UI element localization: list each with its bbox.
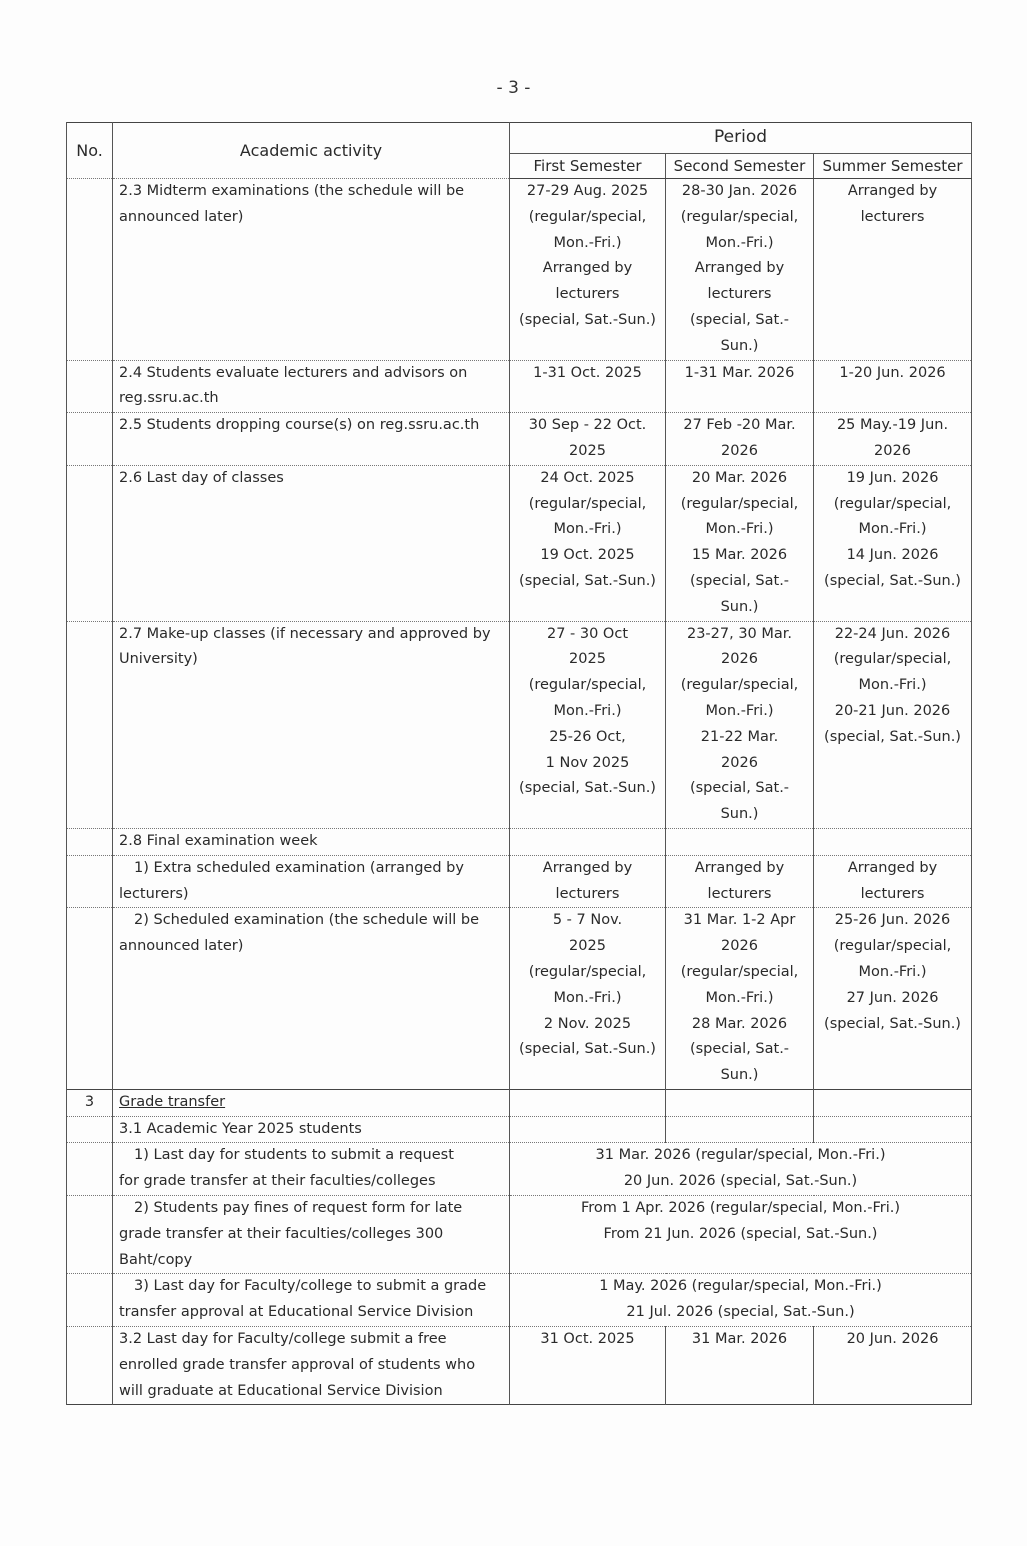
cell-line: (special, Sat.-Sun.) bbox=[519, 780, 656, 797]
activity-line: 2.8 Final examination week bbox=[119, 832, 318, 849]
table-row bbox=[67, 1327, 972, 1405]
cell-line: 1-20 Jun. 2026 bbox=[839, 364, 946, 381]
cell-second-semester bbox=[666, 1327, 814, 1405]
cell-line: Arranged by bbox=[694, 260, 785, 277]
cell-second-semester bbox=[666, 179, 814, 361]
cell-summer-semester bbox=[814, 908, 972, 1090]
cell-second-semester bbox=[666, 855, 814, 908]
cell-line: 21-22 Mar. bbox=[700, 728, 779, 745]
cell-line: (regular/special, bbox=[833, 495, 952, 512]
cell-line: 27 Jun. 2026 bbox=[846, 989, 939, 1006]
cell-line: Mon.-Fri.) bbox=[553, 989, 622, 1006]
cell-line: 20 Mar. 2026 bbox=[691, 469, 788, 486]
cell-activity bbox=[113, 360, 510, 413]
cell-line: 2026 bbox=[721, 442, 758, 459]
cell-line: 28-30 Jan. 2026 bbox=[681, 183, 798, 199]
cell-line: (special, Sat.-Sun.) bbox=[519, 572, 656, 589]
activity-line: 2.7 Make-up classes (if necessary and approved by bbox=[119, 625, 491, 642]
header-academic-activity: Academic activity bbox=[113, 123, 510, 179]
activity-line: 1) Last day for students to submit a request bbox=[134, 1147, 454, 1164]
cell-line: 2026 bbox=[874, 442, 911, 459]
cell-line: 19 Jun. 2026 bbox=[846, 469, 939, 486]
cell-line: (regular/special, bbox=[528, 677, 647, 694]
table-row bbox=[67, 621, 972, 828]
cell-line: 14 Jun. 2026 bbox=[846, 547, 939, 564]
table-row bbox=[67, 828, 972, 855]
cell-activity bbox=[113, 413, 510, 466]
cell-first-semester bbox=[510, 465, 666, 621]
cell-line: 31 Mar. 2026 bbox=[691, 1331, 788, 1348]
activity-line: announced later) bbox=[119, 208, 244, 225]
cell-no bbox=[67, 360, 113, 413]
activity-line: grade transfer at their faculties/colleges 300 bbox=[119, 1225, 444, 1242]
cell-line: lecturers bbox=[707, 885, 772, 902]
cell-activity bbox=[113, 465, 510, 621]
cell-line: lecturers bbox=[555, 885, 620, 902]
cell-summer-semester bbox=[814, 360, 972, 413]
activity-line: reg.ssru.ac.th bbox=[119, 390, 219, 407]
cell-line: Mon.-Fri.) bbox=[858, 521, 927, 538]
activity-line: 2.4 Students evaluate lecturers and advisors on bbox=[119, 364, 468, 381]
cell-line: Mon.-Fri.) bbox=[553, 521, 622, 538]
cell-line: 2025 bbox=[569, 442, 606, 459]
cell-second-semester bbox=[666, 621, 814, 828]
cell-no bbox=[67, 855, 113, 908]
cell-no bbox=[67, 413, 113, 466]
cell-no bbox=[67, 1274, 113, 1327]
cell-activity bbox=[113, 1274, 510, 1327]
table-row bbox=[67, 179, 972, 361]
cell-line: 2026 bbox=[721, 651, 758, 668]
activity-line: 2) Scheduled examination (the schedule will be bbox=[134, 912, 480, 929]
cell-line: 31 Oct. 2025 bbox=[540, 1331, 635, 1348]
cell-no bbox=[67, 1327, 113, 1405]
cell-activity bbox=[113, 1143, 510, 1196]
header-first-semester: First Semester bbox=[510, 154, 666, 179]
cell-line: Mon.-Fri.) bbox=[858, 677, 927, 694]
cell-line: 2 Nov. 2025 bbox=[543, 1015, 632, 1032]
cell-line: Arranged by bbox=[847, 183, 938, 199]
cell-line: lecturers bbox=[555, 286, 620, 303]
cell-line: (special, Sat.-Sun.) bbox=[519, 311, 656, 328]
activity-line: 3.2 Last day for Faculty/college submit a free bbox=[119, 1331, 447, 1348]
cell-second-semester bbox=[666, 465, 814, 621]
cell-line: 20 Jun. 2026 bbox=[846, 1331, 939, 1348]
cell-line: (regular/special, bbox=[680, 495, 799, 512]
cell-line: lecturers bbox=[860, 208, 925, 225]
activity-line: Baht/copy bbox=[119, 1251, 193, 1268]
cell-activity bbox=[113, 1089, 510, 1116]
cell-line: (regular/special, bbox=[833, 938, 952, 955]
cell-first-semester bbox=[510, 908, 666, 1090]
cell-line: Mon.-Fri.) bbox=[858, 963, 927, 980]
cell-line: (special, Sat.-Sun.) bbox=[689, 780, 790, 823]
cell-line: 27 - 30 Oct bbox=[546, 625, 629, 642]
cell-line: (regular/special, bbox=[528, 208, 647, 225]
cell-line: 1 May. 2026 (regular/special, Mon.-Fri.) bbox=[599, 1278, 882, 1295]
cell-line: (regular/special, bbox=[528, 495, 647, 512]
cell-line: 2025 bbox=[569, 651, 606, 668]
cell-line: Arranged by bbox=[694, 859, 785, 876]
cell-summer-semester bbox=[814, 1089, 972, 1116]
cell-line: (special, Sat.-Sun.) bbox=[689, 572, 790, 615]
cell-line: Mon.-Fri.) bbox=[705, 521, 774, 538]
cell-second-semester bbox=[666, 1089, 814, 1116]
cell-no bbox=[67, 179, 113, 361]
table-row bbox=[67, 1143, 972, 1196]
academic-calendar-table bbox=[66, 122, 972, 1405]
cell-line: 1 Nov 2025 bbox=[545, 754, 630, 771]
activity-line: enrolled grade transfer approval of students who bbox=[119, 1356, 476, 1373]
cell-line: (special, Sat.-Sun.) bbox=[689, 311, 790, 354]
cell-activity bbox=[113, 828, 510, 855]
cell-no bbox=[67, 828, 113, 855]
cell-line: 24 Oct. 2025 bbox=[540, 469, 635, 486]
cell-summer-semester bbox=[814, 1116, 972, 1143]
cell-line: 22-24 Jun. 2026 bbox=[834, 625, 951, 642]
cell-line: 25-26 Oct, bbox=[549, 728, 626, 745]
cell-activity bbox=[113, 908, 510, 1090]
header-period: Period bbox=[510, 123, 972, 154]
activity-line: transfer approval at Educational Service Division bbox=[119, 1304, 474, 1321]
activity-line: University) bbox=[119, 651, 198, 668]
cell-no bbox=[67, 465, 113, 621]
cell-line: 23-27, 30 Mar. bbox=[686, 625, 793, 642]
cell-line: lecturers bbox=[707, 286, 772, 303]
cell-line: Arranged by bbox=[847, 859, 938, 876]
cell-line: 19 Oct. 2025 bbox=[540, 547, 635, 564]
activity-line: 2.6 Last day of classes bbox=[119, 469, 284, 486]
activity-line: for grade transfer at their faculties/colleges bbox=[119, 1173, 436, 1190]
cell-line: Arranged by bbox=[542, 859, 633, 876]
cell-line: 2025 bbox=[569, 938, 606, 955]
table-row bbox=[67, 413, 972, 466]
cell-first-semester bbox=[510, 413, 666, 466]
table-row bbox=[67, 1196, 972, 1274]
cell-summer-semester bbox=[814, 413, 972, 466]
cell-no bbox=[67, 1196, 113, 1274]
cell-line: lecturers bbox=[860, 885, 925, 902]
cell-activity bbox=[113, 179, 510, 361]
activity-line: 2.3 Midterm examinations (the schedule will be bbox=[119, 183, 465, 199]
table-row bbox=[67, 1089, 972, 1116]
cell-line: 27-29 Aug. 2025 bbox=[526, 183, 649, 199]
cell-period-all-semesters bbox=[510, 1196, 972, 1274]
cell-period-all-semesters bbox=[510, 1143, 972, 1196]
cell-line: From 1 Apr. 2026 (regular/special, Mon.-Fri.) bbox=[581, 1200, 900, 1217]
cell-line: 1-31 Mar. 2026 bbox=[684, 364, 795, 381]
cell-no bbox=[67, 908, 113, 1090]
page-number: - 3 - bbox=[496, 78, 531, 98]
cell-first-semester bbox=[510, 179, 666, 361]
activity-line: 2) Students pay fines of request form for late bbox=[134, 1200, 463, 1217]
cell-summer-semester bbox=[814, 828, 972, 855]
header-summer-semester: Summer Semester bbox=[814, 154, 972, 179]
table-row bbox=[67, 1274, 972, 1327]
cell-line: 25-26 Jun. 2026 bbox=[834, 912, 951, 929]
cell-activity bbox=[113, 1327, 510, 1405]
cell-first-semester bbox=[510, 1089, 666, 1116]
cell-line: (special, Sat.-Sun.) bbox=[824, 572, 961, 589]
cell-line: (regular/special, bbox=[680, 208, 799, 225]
cell-line: Mon.-Fri.) bbox=[705, 234, 774, 251]
cell-line: (special, Sat.-Sun.) bbox=[824, 1015, 961, 1032]
cell-second-semester bbox=[666, 1116, 814, 1143]
cell-line: 2026 bbox=[721, 754, 758, 771]
cell-first-semester bbox=[510, 360, 666, 413]
cell-line: 25 May.-19 Jun. bbox=[836, 417, 949, 434]
cell-second-semester bbox=[666, 828, 814, 855]
cell-activity bbox=[113, 1116, 510, 1143]
cell-line: (regular/special, bbox=[680, 963, 799, 980]
cell-second-semester bbox=[666, 908, 814, 1090]
cell-first-semester bbox=[510, 1327, 666, 1405]
cell-line: 28 Mar. 2026 bbox=[691, 1015, 788, 1032]
table-row bbox=[67, 465, 972, 621]
header-second-semester: Second Semester bbox=[666, 154, 814, 179]
cell-line: (regular/special, bbox=[680, 677, 799, 694]
table-row bbox=[67, 360, 972, 413]
cell-no bbox=[67, 1116, 113, 1143]
activity-line: 1) Extra scheduled examination (arranged by bbox=[134, 859, 464, 876]
cell-line: 5 - 7 Nov. bbox=[552, 912, 623, 929]
cell-line: Mon.-Fri.) bbox=[705, 989, 774, 1006]
cell-summer-semester bbox=[814, 1327, 972, 1405]
cell-line: 21 Jul. 2026 (special, Sat.-Sun.) bbox=[626, 1304, 855, 1321]
cell-line: Arranged by bbox=[542, 260, 633, 277]
cell-first-semester bbox=[510, 621, 666, 828]
cell-line: (special, Sat.-Sun.) bbox=[689, 1041, 790, 1084]
cell-activity bbox=[113, 621, 510, 828]
activity-line: lecturers) bbox=[119, 885, 189, 902]
cell-activity bbox=[113, 1196, 510, 1274]
cell-line: 27 Feb -20 Mar. bbox=[683, 417, 796, 434]
cell-line: 2026 bbox=[721, 938, 758, 955]
cell-line: 1-31 Oct. 2025 bbox=[533, 364, 642, 381]
cell-line: Mon.-Fri.) bbox=[705, 702, 774, 719]
table-row bbox=[67, 1116, 972, 1143]
activity-line: will graduate at Educational Service Division bbox=[119, 1382, 443, 1399]
cell-no: 3 bbox=[67, 1089, 113, 1116]
cell-line: (regular/special, bbox=[528, 963, 647, 980]
cell-line: (special, Sat.-Sun.) bbox=[519, 1041, 656, 1058]
activity-line: 3.1 Academic Year 2025 students bbox=[119, 1120, 362, 1137]
activity-line: 3) Last day for Faculty/college to submit a grade bbox=[134, 1278, 487, 1295]
cell-line: From 21 Jun. 2026 (special, Sat.-Sun.) bbox=[603, 1225, 878, 1242]
cell-second-semester bbox=[666, 413, 814, 466]
table-row bbox=[67, 855, 972, 908]
cell-summer-semester bbox=[814, 621, 972, 828]
cell-line: 20-21 Jun. 2026 bbox=[834, 702, 951, 719]
cell-line: 31 Mar. 1-2 Apr bbox=[683, 912, 796, 929]
section-title: Grade transfer bbox=[119, 1093, 226, 1110]
table-body bbox=[67, 179, 972, 1405]
cell-first-semester bbox=[510, 828, 666, 855]
cell-no bbox=[67, 621, 113, 828]
cell-first-semester bbox=[510, 1116, 666, 1143]
cell-second-semester bbox=[666, 360, 814, 413]
cell-line: (regular/special, bbox=[833, 651, 952, 668]
cell-line: (special, Sat.-Sun.) bbox=[824, 728, 961, 745]
cell-line: 30 Sep - 22 Oct. bbox=[528, 417, 647, 434]
cell-line: Mon.-Fri.) bbox=[553, 702, 622, 719]
activity-line: 2.5 Students dropping course(s) on reg.ssru.ac.th bbox=[119, 417, 480, 434]
table-row bbox=[67, 908, 972, 1090]
activity-line: announced later) bbox=[119, 938, 244, 955]
cell-line: 15 Mar. 2026 bbox=[691, 547, 788, 564]
cell-summer-semester bbox=[814, 465, 972, 621]
header-no: No. bbox=[67, 123, 113, 179]
cell-summer-semester bbox=[814, 179, 972, 361]
cell-summer-semester bbox=[814, 855, 972, 908]
cell-line: 31 Mar. 2026 (regular/special, Mon.-Fri.) bbox=[595, 1147, 886, 1164]
cell-no bbox=[67, 1143, 113, 1196]
cell-first-semester bbox=[510, 855, 666, 908]
cell-period-all-semesters bbox=[510, 1274, 972, 1327]
cell-line: Mon.-Fri.) bbox=[553, 234, 622, 251]
cell-activity bbox=[113, 855, 510, 908]
cell-line: 20 Jun. 2026 (special, Sat.-Sun.) bbox=[623, 1173, 858, 1190]
